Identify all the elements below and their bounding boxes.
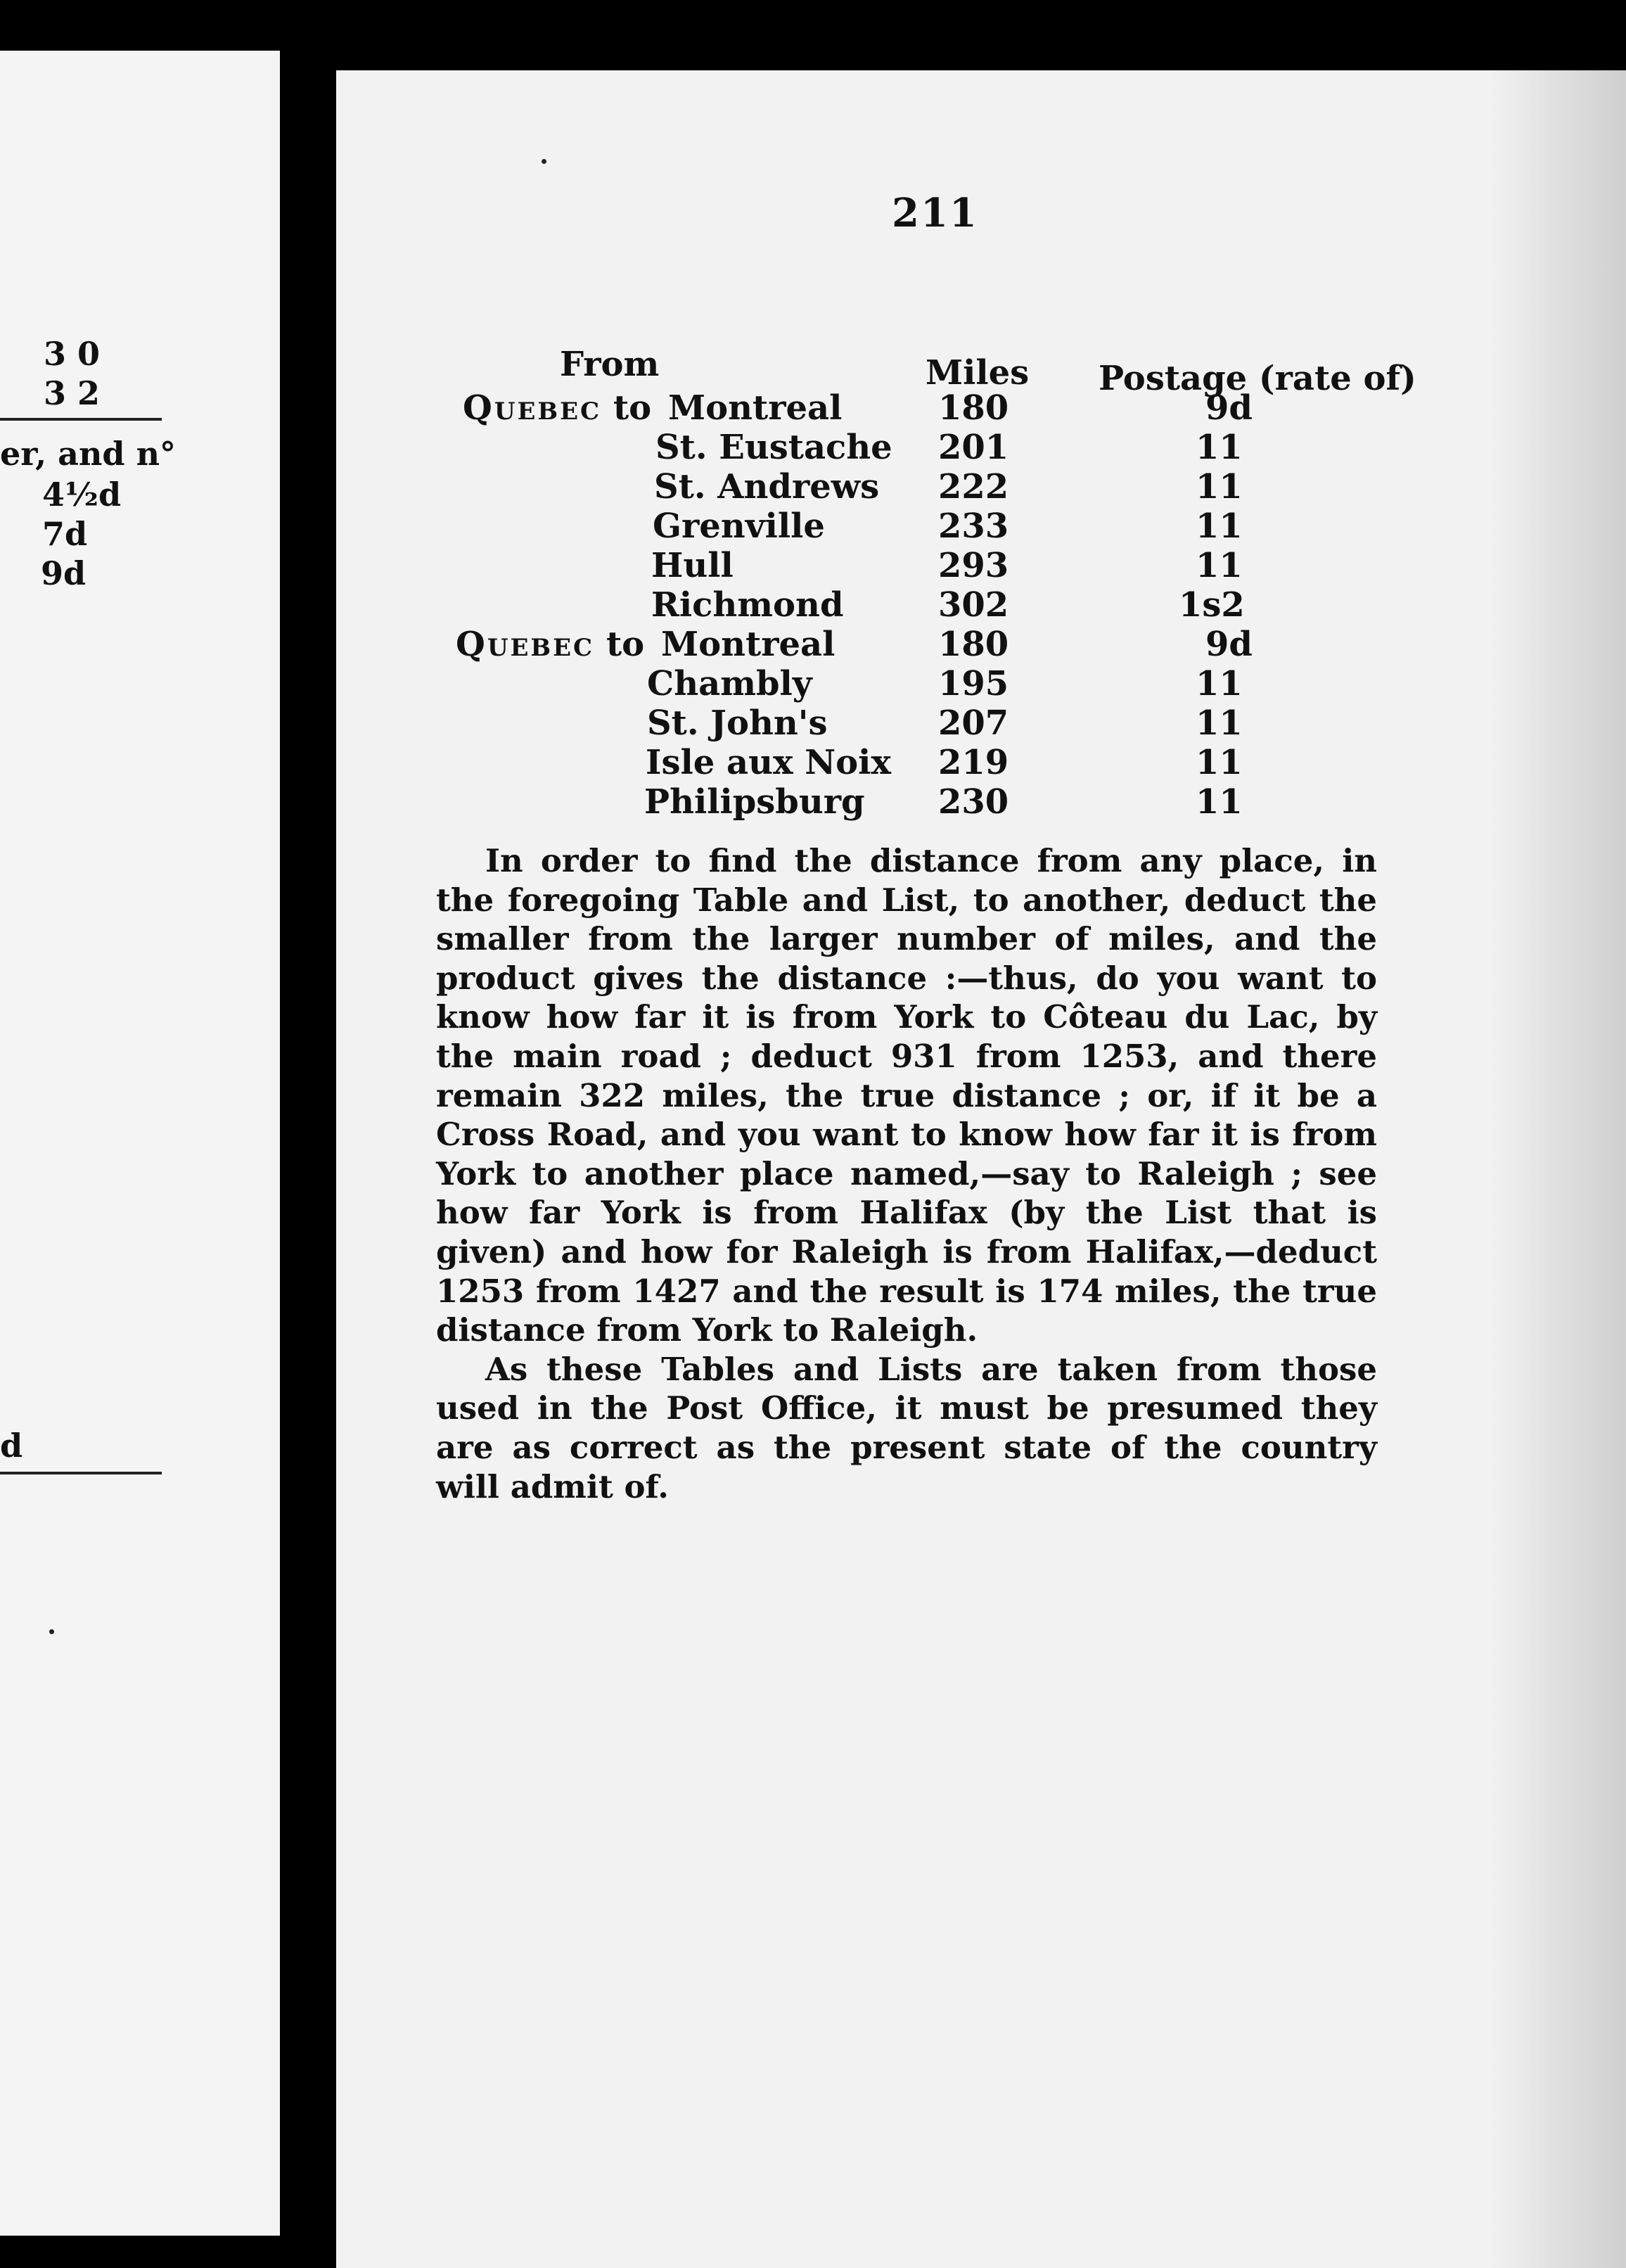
postage-cell: 11 xyxy=(1196,703,1243,743)
place-cell: St. Andrews xyxy=(654,467,880,507)
paragraph: As these Tables and Lists are taken from those used in the Post Office, it must be presumed they are as correct as the present state of the country will admit of. xyxy=(436,1350,1377,1505)
page-number: 211 xyxy=(892,190,978,236)
table-row xyxy=(0,388,1626,428)
place-cell: Philipsburg xyxy=(644,782,865,822)
postage-cell: 11 xyxy=(1196,428,1243,467)
table-row xyxy=(0,585,1626,625)
postage-cell: 11 xyxy=(1196,782,1243,822)
place-cell: St. Eustache xyxy=(655,428,892,467)
left-page-rule xyxy=(0,1472,162,1474)
from-cell: Quebec xyxy=(456,625,595,664)
left-page-fragment xyxy=(0,51,280,2236)
postage-cell: 11 xyxy=(1196,664,1243,703)
miles-cell: 233 xyxy=(938,507,1009,546)
left-page-text: 3 2 xyxy=(44,374,101,412)
header-from: From xyxy=(560,345,660,384)
table-row xyxy=(0,546,1626,585)
paper-speck xyxy=(49,1629,54,1634)
miles-cell: 201 xyxy=(938,428,1009,467)
miles-cell: 230 xyxy=(938,782,1009,822)
table-row xyxy=(0,664,1626,703)
paper-speck xyxy=(542,159,546,164)
from-cell: Quebec xyxy=(463,388,602,428)
miles-cell: 180 xyxy=(938,625,1009,664)
left-page-text: 3 0 xyxy=(44,335,101,373)
miles-cell: 195 xyxy=(938,664,1009,703)
table-row xyxy=(0,428,1626,467)
postage-cell: 1s2 xyxy=(1179,585,1245,625)
left-page-text: 9d xyxy=(41,554,87,592)
miles-cell: 207 xyxy=(938,703,1009,743)
place-cell: Richmond xyxy=(651,585,844,625)
table-row xyxy=(0,782,1626,822)
table-row xyxy=(0,507,1626,546)
table-row xyxy=(0,703,1626,743)
header-postage: Postage (rate of) xyxy=(1099,359,1416,398)
left-page-text: er, and n° xyxy=(0,435,177,473)
miles-cell: 302 xyxy=(938,585,1009,625)
explanatory-text xyxy=(436,841,1377,1506)
postage-cell: 11 xyxy=(1196,467,1243,507)
place-cell: Chambly xyxy=(647,664,812,703)
postage-cell: 9d xyxy=(1205,625,1253,664)
postage-cell: 11 xyxy=(1196,743,1243,782)
postage-cell: 9d xyxy=(1205,388,1253,428)
to-cell: to xyxy=(606,625,645,664)
paragraph: In order to find the distance from any place, in the foregoing Table and List, to another, deduct the smaller from the larger number of miles, and the product gives the distance :—thus, do you want to know how far it is from York to Côteau du Lac, by the main road ; deduct 931 from 1253, and there remain 322 miles, the true distance ; or, if it be a Cross Road, and you want to know how far it is from York to another place named,—say to Raleigh ; see how far York is from Halifax (by the List that is given) and how for Raleigh is from Halifax,—deduct 1253 from 1427 and the result is 174 miles, the true distance from York to Raleigh. xyxy=(436,842,1377,1349)
table-row xyxy=(0,743,1626,782)
miles-cell: 180 xyxy=(938,388,1009,428)
left-page-text: 7d xyxy=(42,515,88,553)
table-row xyxy=(0,625,1626,664)
postage-cell: 11 xyxy=(1196,507,1243,546)
place-cell: Montreal xyxy=(661,625,836,664)
place-cell: Montreal xyxy=(668,388,843,428)
place-cell: Grenville xyxy=(653,507,825,546)
place-cell: St. John's xyxy=(647,703,828,743)
left-page-text: 4½d xyxy=(42,476,122,514)
left-page-text: d xyxy=(0,1427,23,1465)
miles-cell: 293 xyxy=(938,546,1009,585)
miles-cell: 222 xyxy=(938,467,1009,507)
postage-cell: 11 xyxy=(1196,546,1243,585)
place-cell: Isle aux Noix xyxy=(646,743,892,782)
to-cell: to xyxy=(613,388,652,428)
table-row xyxy=(0,467,1626,507)
miles-cell: 219 xyxy=(938,743,1009,782)
place-cell: Hull xyxy=(651,546,734,585)
header-miles: Miles xyxy=(926,353,1030,393)
